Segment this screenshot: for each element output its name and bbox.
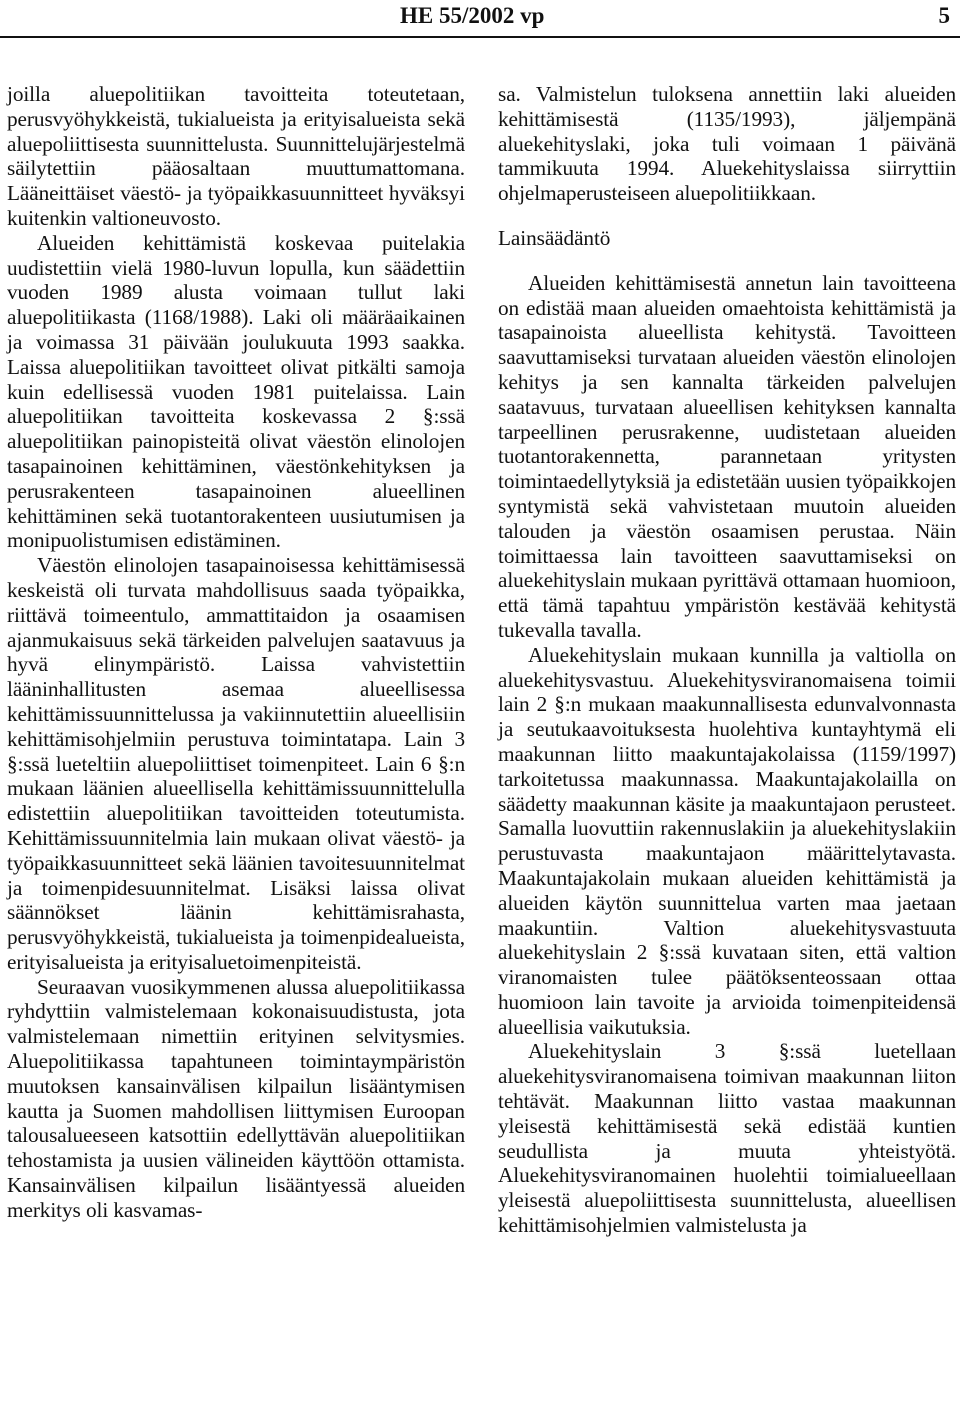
paragraph: Aluekehityslain mukaan kunnilla ja valtiolla on aluekehitysvastuu. Aluekehitysviranomaisena toimii lain 2 §:n mukaan maakunnallisesta edunvalvonnasta ja seutukaavoituksesta huolehtiva kuntayhtymä eli maakunnan liitto maakuntajakolaissa (1159/1997) tarkoitetussa maakunnassa. Maakuntajakolailla on säädetty maakunnan käsite ja maakuntajaon perusteet. Samalla luovuttiin rakennuslakiin ja aluekehityslakiin perustuvasta maakuntajaon määrittelytavasta. Maakuntajakolain mukaan alueiden kehittämistä ja alueiden käytön suunnittelua varten maa jaetaan maakuntiin. Valtion aluekehitysvastuuta aluekehityslain 2 §:ssä kuvataan siten, että valtion viranomaisten tulee päätöksenteossaan ottaa huomioon lain tavoite ja arvioida toimenpiteidensä alueellisia vaikutuksia. — [498, 642, 956, 1039]
paragraph: Aluekehityslain 3 §:ssä luetellaan aluekehitysviranomaisena toimivan maakunnan liiton tehtävät. Maakunnan liitto vastaa maakunnan yleisestä kehittämisestä sekä edistää kuntien seudullista ja muuta yhteistyötä. Aluekehitysviranomainen huolehtii toimialueellaan yleisestä aluepoliittisesta suunnittelusta, alueellisen kehittämisohjelmien valmistelusta ja — [498, 1039, 956, 1238]
left-column — [7, 82, 465, 1223]
paragraph: joilla aluepolitiikan tavoitteita toteutetaan, perusvyöhykkeistä, tukialueista ja erityisalueista sekä aluepoliittisesta suunnittelusta. Suunnittelujärjestelmä säilytettiin pääosaltaan muuttumattomana. Lääneittäiset väestö- ja työpaikkasuunnitteet hyväksyi kuitenkin valtioneuvosto. — [7, 82, 465, 230]
header-divider — [0, 36, 960, 38]
paragraph: Alueiden kehittämisestä annetun lain tavoitteena on edistää maan alueiden omaehtoista kehittämistä ja tasapainoista alueellista kehitystä. Tavoitteen saavuttamiseksi turvataan alueiden väestön elinolojen kehitys ja sen kannalta tärkeiden palvelujen saatavuus, turvataan alueellisen kehityksen kannalta tarpeellinen perusrakenne, uudistetaan alueiden tuotantorakennetta, parannetaan yritysten toimintaedellytyksiä ja edistetään uusien työpaikkojen syntymistä sekä vahvistetaan muutoin alueiden talouden ja väestön osaamisen perustaa. Näin toimittaessa lain tavoitteen saavuttamiseksi on aluekehityslain mukaan pyrittävä ottamaan huomioon, että tämä tapahtuu ympäristön kestävää kehitystä tukevalla tavalla. — [498, 270, 956, 642]
paragraph: Alueiden kehittämistä koskevaa puitelakia uudistettiin vielä 1980-luvun lopulla, kun säädettiin vuoden 1989 alusta voimaan tullut laki aluepolitiikasta (1168/1988). Laki oli määräaikainen ja voimassa 31 päivään joulukuuta 1993 saakka. Laissa aluepolitiikan tavoitteet olivat pitkälti samoja kuin edellisessä vuoden 1981 puitelaissa. Lain aluepolitiikan tavoitteita koskevassa 2 §:ssä aluepolitiikan painopisteitä olivat väestön elinolojen tasapainoinen kehittäminen, väestönkehityksen ja perusrakenteen tasapainoinen alueellinen kehittäminen sekä tuotantorakenteen uusiutumisen ja monipuolistumisen edistäminen. — [7, 230, 465, 553]
right-column — [498, 82, 956, 1238]
section-heading: Lainsäädäntö — [498, 225, 611, 250]
paragraph: Seuraavan vuosikymmenen alussa aluepolitiikassa ryhdyttiin valmistelemaan kokonaisuudistusta, jota valmistelemaan nimettiin erityinen selvitysmies. Aluepolitiikassa tapahtuneen toimintaympäristön muutoksen kansainvälisen kilpailun lisääntymisen kautta ja Suomen mahdollisen liittymisen Euroopan talousalueeseen katsottiin edellyttävän aluepolitiikan tehostamista ja uusien välineiden käyttöön ottamista. Kansainvälisen kilpailun lisääntyessä alueiden merkitys oli kasvamas- — [7, 974, 465, 1222]
document-id: HE 55/2002 vp — [400, 3, 545, 28]
paragraph: sa. Valmistelun tuloksena annettiin laki alueiden kehittämisestä (1135/1993), jäljempänä aluekehityslaki, joka tuli voimaan 1 päivänä tammikuuta 1994. Aluekehityslaissa siirryttiin ohjelmaperusteiseen aluepolitiikkaan. — [498, 82, 956, 206]
paragraph: Väestön elinolojen tasapainoisessa kehittämisessä keskeistä oli turvata mahdollisuus saada työpaikka, riittävä toimeentulo, ammattitaidon ja osaamisen ajanmukaisuus sekä tärkeiden palvelujen saatavuus ja hyvä elinympäristö. Laissa vahvistettiin lääninhallitusten asemaa alueellisessa kehittämissuunnittelussa ja vakiinnutettiin alueellisiin kehittämisohjelmiin perustuva toimintatapa. Lain 3 §:ssä lueteltiin aluepoliittiset toimenpiteet. Lain 6 §:n mukaan läänien alueellisella kehittämissuunnittelulla edistettiin aluepolitiikan tavoitteiden toteutumista. Kehittämissuunnitelmia lain mukaan olivat väestö- ja työpaikkasuunnitteet sekä läänien tavoitesuunnitelmat ja toimenpidesuunnitelmat. Lisäksi laissa olivat säännökset läänin kehittämisrahasta, perusvyöhykkeistä, tukialueista ja toimenpidealueista, erityisalueista ja erityisaluetoimenpiteistä. — [7, 553, 465, 974]
page-header — [0, 0, 960, 42]
page-number: 5 — [938, 3, 950, 28]
